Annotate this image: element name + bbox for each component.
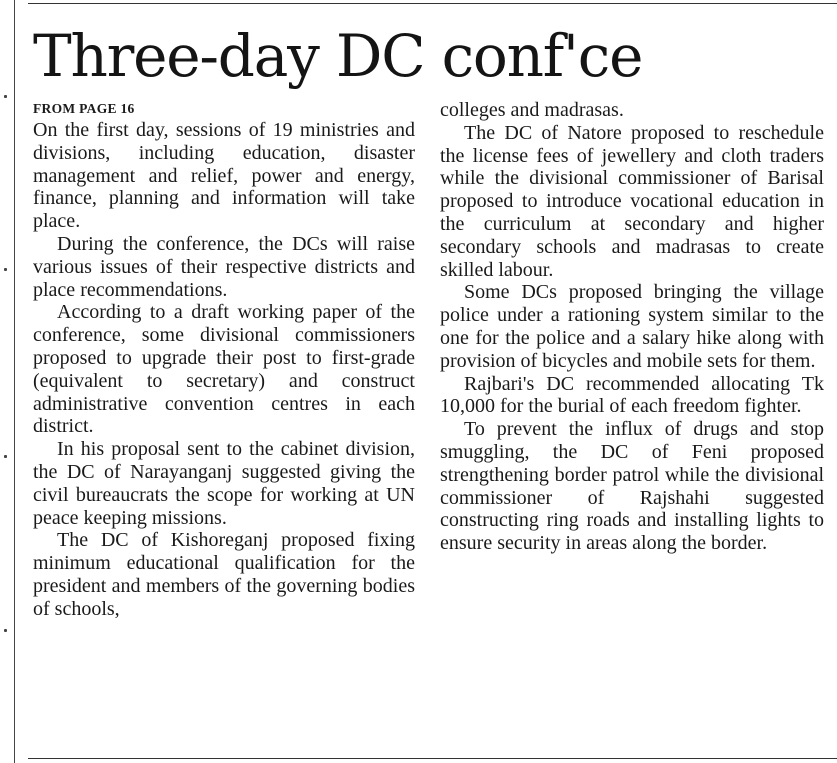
article-column-left (33, 99, 415, 621)
article-column-right (440, 99, 824, 555)
article-paragraph: To prevent the influx of drugs and stop smuggling, the DC of Feni proposed strengthening border patrol while the divisional commissioner of Rajshahi suggested constructing ring roads and installing lights to ensure security in areas along the border. (440, 418, 824, 555)
margin-mark (4, 455, 7, 458)
article-paragraph: In his proposal sent to the cabinet division, the DC of Narayanganj suggested giving the civil bureaucrats the scope for working at UN peace keeping missions. (33, 438, 415, 529)
article-paragraph: The DC of Kishoreganj proposed fixing minimum educational qualification for the president and members of the governing bodies of schools, (33, 529, 415, 620)
article-paragraph: Rajbari's DC recommended allocating Tk 10,000 for the burial of each freedom fighter. (440, 372, 824, 418)
article-paragraph: The DC of Natore proposed to reschedule the license fees of jewellery and cloth traders while the divisional commissioner of Barisal proposed to introduce vocational education in the curriculum at secondary and higher secondary schools and madrasas to create skilled labour. (440, 121, 824, 281)
continuation-kicker: FROM PAGE 16 (33, 101, 135, 116)
article-paragraph: According to a draft working paper of the conference, some divisional commissioners proposed to upgrade their post to first-grade (equivalent to secretary) and construct administrative convention centres in each district. (33, 301, 415, 438)
left-column-rule (0, 0, 15, 763)
article-paragraph: Some DCs proposed bringing the village police under a rationing system similar to the one for the police and a salary hike along with provision of bicycles and mobile sets for them. (440, 281, 824, 372)
article-paragraph: On the first day, sessions of 19 ministries and divisions, including education, disaster management and relief, power and energy, finance, planning and information will take place. (33, 119, 415, 233)
article-paragraph: During the conference, the DCs will raise various issues of their respective districts and place recommendations. (33, 232, 415, 301)
top-rule (28, 3, 837, 4)
margin-mark (4, 95, 7, 98)
article-paragraph: colleges and madrasas. (440, 99, 624, 121)
margin-mark (4, 268, 7, 271)
article-headline: Three-day DC conf'ce (33, 22, 643, 90)
margin-mark (4, 629, 7, 632)
bottom-rule (28, 758, 837, 759)
